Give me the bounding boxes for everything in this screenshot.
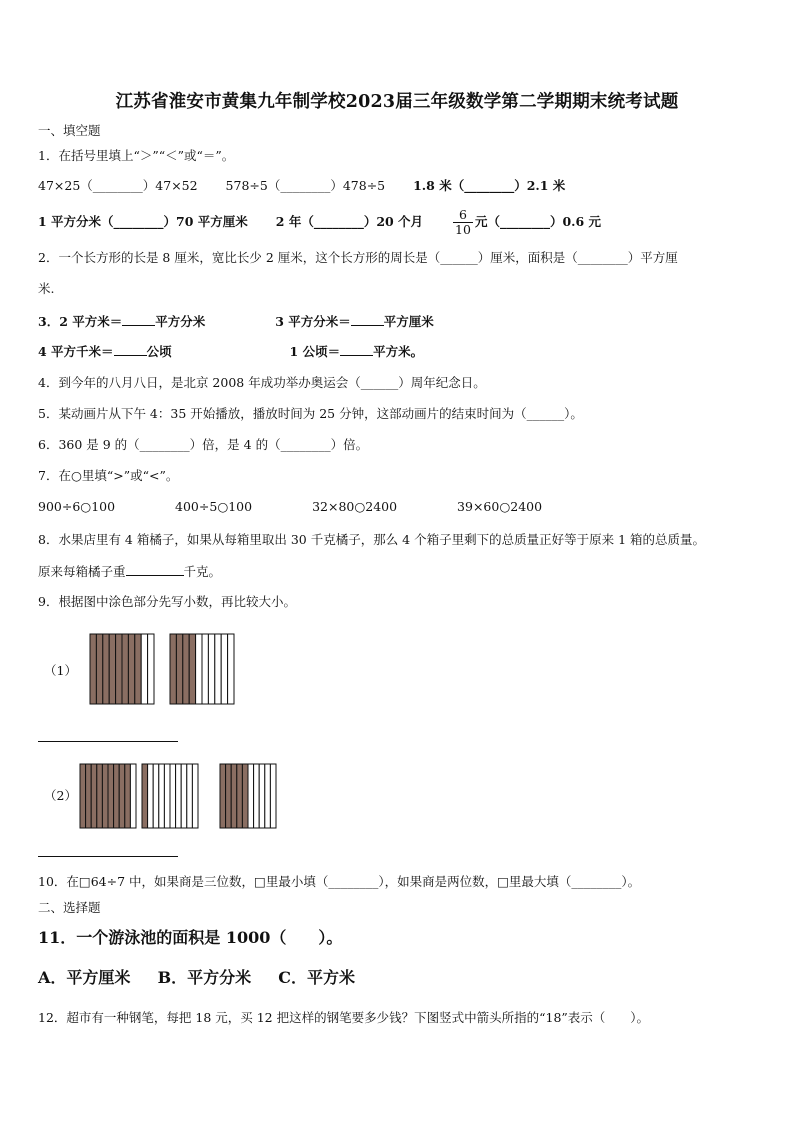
q3-blank-2[interactable]	[351, 313, 384, 326]
question-8-line-1: 8．水果店里有 4 箱橘子，如果从每箱里取出 30 千克橘子，那么 4 个箱子里剩下的总质量正好等于原来 1 箱的总质量。	[38, 532, 706, 547]
q11-option-b[interactable]: B．平方分米	[157, 968, 252, 987]
q1-item-2[interactable]: 578÷5（________）478÷5	[225, 178, 386, 193]
figure-1-square-2-strip-3	[183, 634, 189, 704]
q3-item-2-unit: 平方厘米	[383, 314, 434, 329]
q7-item-1[interactable]: 900÷6○100	[38, 499, 116, 514]
section-heading-fill-in: 一、填空题	[38, 123, 101, 138]
q8-blank[interactable]	[126, 563, 184, 576]
q9-answer-line-2[interactable]	[38, 856, 178, 857]
figure-1-square-1-strip-8	[135, 634, 141, 704]
figure-2-square-3-strip-10	[270, 764, 276, 828]
fraction-denominator: 10	[455, 222, 471, 237]
section-heading-choice: 二、选择题	[38, 900, 101, 915]
figure-1-square-1-strip-7	[128, 634, 134, 704]
figure-2-square-2-strip-5	[164, 764, 170, 828]
figure-2-square-1-strip-9	[125, 764, 131, 828]
page-title: 江苏省淮安市黄集九年制学校2023届三年级数学第二学期期末统考试题	[115, 92, 679, 112]
figure-1-square-1-strip-6	[122, 634, 128, 704]
figure-2-square-2-strip-6	[170, 764, 176, 828]
figure-2-square-2-strip-7	[176, 764, 182, 828]
question-2-line-1[interactable]: 2．一个长方形的长是 8 厘米，宽比长少 2 厘米，这个长方形的周长是（______）厘米，面积是（________）平方厘	[38, 250, 678, 265]
question-1-row-1	[38, 178, 565, 194]
q1-item-5[interactable]: 2 年（________）20 个月	[275, 214, 424, 229]
question-4[interactable]: 4．到今年的八月八日，是北京 2008 年成功举办奥运会（______）周年纪念日。	[38, 375, 486, 390]
question-7-items	[38, 499, 542, 515]
q7-item-3[interactable]: 32×80○2400	[312, 499, 398, 514]
figure-2-square-3-strip-1	[220, 764, 226, 828]
figure-1-square-1-strip-1	[90, 634, 96, 704]
question-7-stem: 7．在○里填“>”或“<”。	[38, 468, 179, 483]
q7-item-4[interactable]: 39×60○2400	[457, 499, 543, 514]
q9-part-1-label: （1）	[44, 663, 77, 678]
q9-figure-1	[88, 632, 238, 708]
figure-2-square-3-strip-3	[231, 764, 237, 828]
q3-blank-3[interactable]	[114, 343, 147, 356]
figure-2-square-1-strip-6	[108, 764, 114, 828]
q8-text-before: 原来每箱橘子重	[38, 564, 126, 579]
figure-1-square-1-strip-4	[109, 634, 115, 704]
figure-1-square-2-strip-5	[196, 634, 202, 704]
figure-1-square-2-strip-9	[221, 634, 227, 704]
q9-figure-2	[78, 762, 288, 832]
q9-answer-line-1[interactable]	[38, 741, 178, 742]
figure-2-square-3-strip-2	[226, 764, 232, 828]
question-11-options	[38, 970, 355, 986]
q3-item-1-unit: 平方分米	[155, 314, 206, 329]
figure-2-square-3-strip-9	[265, 764, 271, 828]
figure-2-square-1-strip-1	[80, 764, 86, 828]
figure-2-square-2-strip-4	[159, 764, 165, 828]
question-9-stem: 9．根据图中涂色部分先写小数，再比较大小。	[38, 594, 296, 609]
q1-item-4[interactable]: 1 平方分米（________）70 平方厘米	[38, 214, 248, 229]
q3-blank-1[interactable]	[122, 313, 155, 326]
q3-item-1: 3．2 平方米＝	[38, 314, 123, 329]
q3-item-4-unit: 平方米。	[373, 344, 424, 359]
question-12: 12．超市有一种钢笔，每把 18 元，买 12 把这样的钢笔要多少钱？下图竖式中箭头所指的“18”表示（ ）。	[38, 1010, 650, 1025]
q9-part-2-label: （2）	[44, 788, 77, 803]
figure-2-square-1-strip-7	[114, 764, 120, 828]
q8-text-after: 千克。	[183, 564, 222, 579]
q3-item-2: 3 平方分米＝	[275, 314, 351, 329]
question-11-stem: 11．一个游泳池的面积是 1000（ ）。	[38, 928, 343, 947]
q7-item-2[interactable]: 400÷5○100	[175, 499, 253, 514]
q3-blank-4[interactable]	[340, 343, 373, 356]
q3-item-4: 1 公顷＝	[289, 344, 341, 359]
figure-2-square-2-strip-8	[181, 764, 187, 828]
figure-2-square-3-strip-7	[254, 764, 260, 828]
q1-item-3[interactable]: 1.8 米（________）2.1 米	[413, 178, 566, 193]
q11-option-a[interactable]: A．平方厘米	[38, 968, 131, 987]
figure-2-square-3-strip-8	[259, 764, 265, 828]
fraction-numerator: 6	[453, 208, 473, 223]
figure-1-square-2-strip-8	[215, 634, 221, 704]
figure-1-square-1-strip-5	[116, 634, 122, 704]
question-3-row-1	[38, 313, 434, 330]
figure-1-square-1-strip-9	[141, 634, 147, 704]
figure-1-square-2-strip-4	[189, 634, 195, 704]
figure-2-square-1-strip-4	[97, 764, 103, 828]
figure-1-square-2-strip-1	[170, 634, 176, 704]
q1-item-1[interactable]: 47×25（________）47×52	[38, 178, 198, 193]
question-1-stem: 1．在括号里填上“＞”“＜”或“＝”。	[38, 148, 235, 163]
question-5[interactable]: 5．某动画片从下午 4：35 开始播放，播放时间为 25 分钟，这部动画片的结束时间为（______）。	[38, 406, 583, 421]
figure-2-square-2-strip-1	[142, 764, 148, 828]
figure-2-square-2-strip-9	[187, 764, 193, 828]
figure-1-square-2-strip-10	[228, 634, 234, 704]
question-2-line-2: 米.	[38, 281, 55, 296]
q1-item-6[interactable]: 元（________）0.6 元	[474, 214, 602, 229]
q1-fraction	[453, 208, 473, 237]
figure-1-square-1-strip-10	[148, 634, 154, 704]
figure-2-square-2-strip-3	[153, 764, 159, 828]
figure-1-square-1-strip-2	[96, 634, 102, 704]
q11-option-c[interactable]: C．平方米	[278, 968, 356, 987]
figure-2-square-1-strip-2	[86, 764, 92, 828]
figure-2-square-1-strip-10	[130, 764, 136, 828]
figure-2-square-2-strip-10	[192, 764, 198, 828]
question-3-row-2	[38, 343, 423, 360]
figure-1-square-2-strip-6	[202, 634, 208, 704]
q3-item-3: 4 平方千米＝	[38, 344, 114, 359]
q3-item-3-unit: 公顷	[146, 344, 172, 359]
figure-2-square-2-strip-2	[148, 764, 154, 828]
figure-1-square-2-strip-2	[176, 634, 182, 704]
question-10[interactable]: 10．在□64÷7 中，如果商是三位数，□里最小填（________），如果商是两位数，□里最大填（________）。	[38, 874, 641, 889]
figure-2-square-3-strip-5	[242, 764, 248, 828]
figure-1-square-1-strip-3	[103, 634, 109, 704]
figure-2-square-1-strip-3	[91, 764, 97, 828]
figure-2-square-1-strip-5	[102, 764, 108, 828]
question-8-line-2	[38, 563, 221, 580]
figure-2-square-3-strip-4	[237, 764, 243, 828]
question-1-row-2	[38, 208, 601, 237]
figure-1-square-2-strip-7	[208, 634, 214, 704]
figure-2-square-3-strip-6	[248, 764, 254, 828]
question-6[interactable]: 6．360 是 9 的（________）倍，是 4 的（________）倍。	[38, 437, 369, 452]
figure-2-square-1-strip-8	[119, 764, 125, 828]
